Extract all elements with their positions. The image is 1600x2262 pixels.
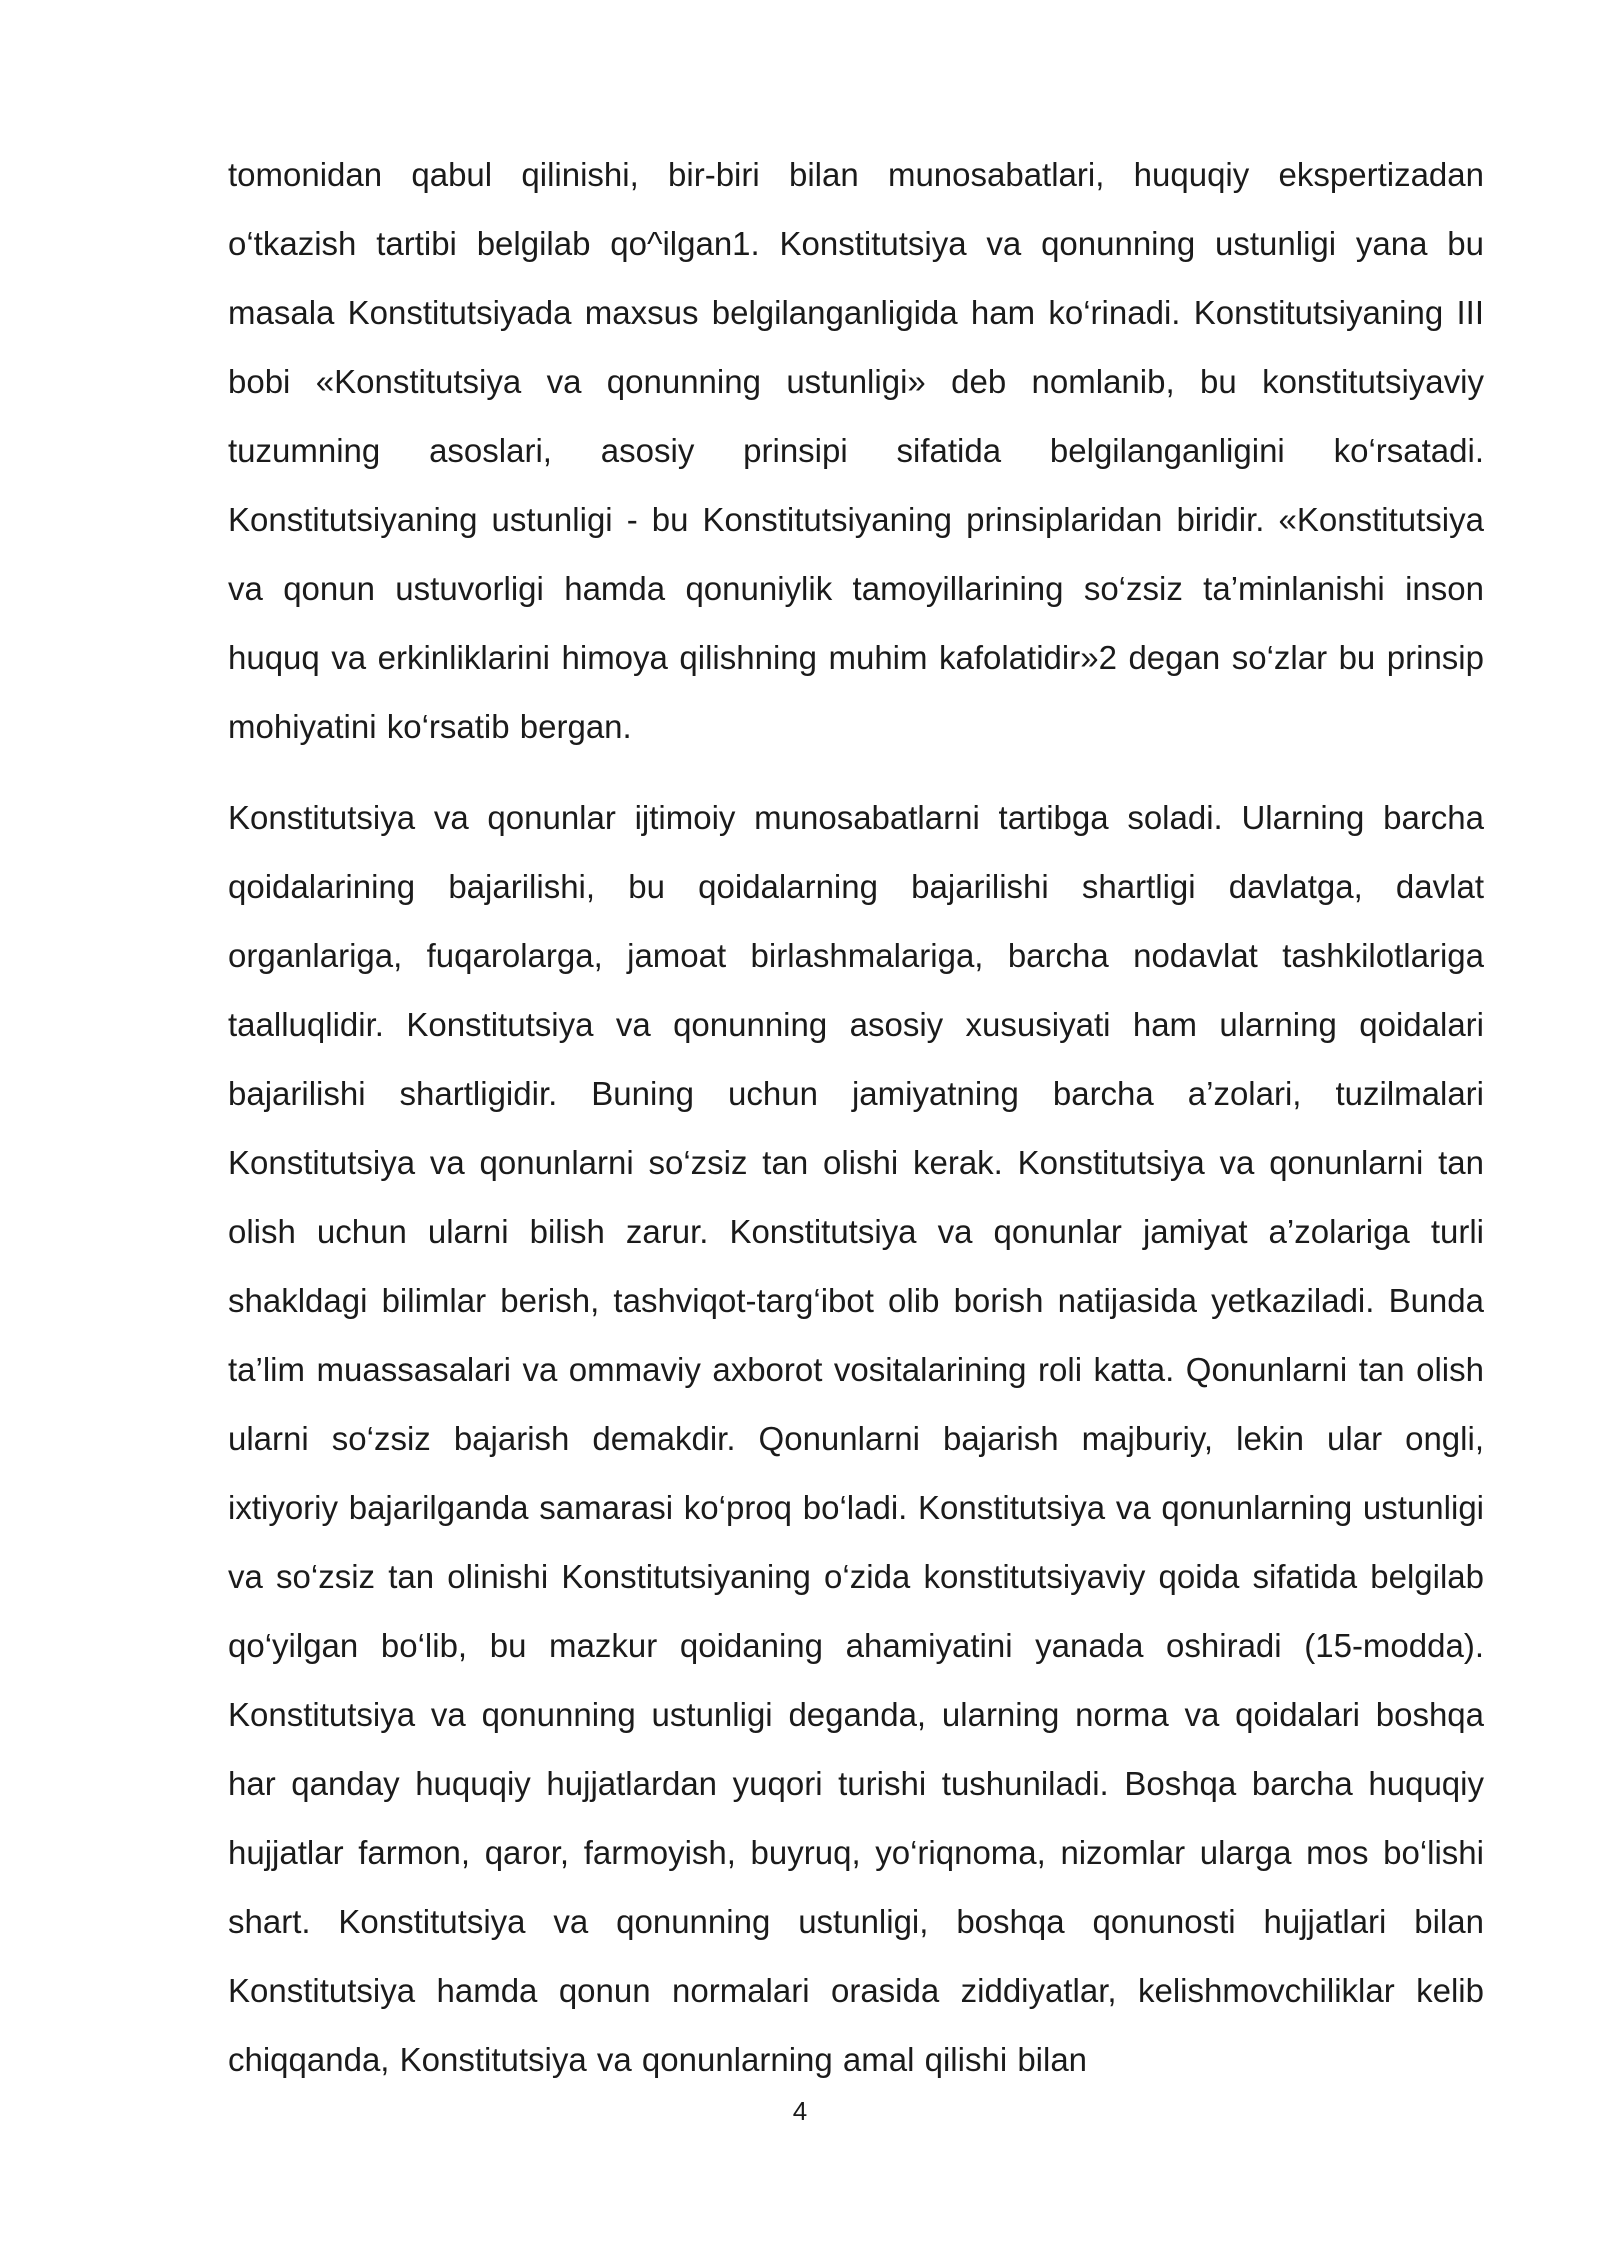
paragraph-1: tomonidan qabul qilinishi, bir-biri bilan munosabatlari, huquqiy ekspertizadan o‘tkazish tartibi belgilab qo^ilgan1. Konstitutsiya va qonunning ustunligi yana bu masala Konstitutsiyada maxsus belgilanganligida ham ko‘rinadi. Konstitutsiyaning III bobi «Konstitutsiya va qonunning ustunligi» deb nomlanib, bu konstitutsiyaviy tuzumning asoslari, asosiy prinsipi sifatida belgilanganligini ko‘rsatadi. Konstitutsiyaning ustunligi - bu Konstitutsiyaning prinsiplaridan biridir. «Konstitutsiya va qonun ustuvorligi hamda qonuniylik tamoyillarining so‘zsiz ta’minlanishi inson huquq va erkinliklarini himoya qilishning muhim kafolatidir»2 degan so‘zlar bu prinsip mohiyatini ko‘rsatib bergan. <box>228 156 1484 745</box>
paragraph-2: Konstitutsiya va qonunlar ijtimoiy munosabatlarni tartibga soladi. Ularning barcha qoidalarining bajarilishi, bu qoidalarning bajarilishi shartligi davlatga, davlat organlariga, fuqarolarga, jamoat birlashmalariga, barcha nodavlat tashkilotlariga taalluqlidir. Konstitutsiya va qonunning asosiy xususiyati ham ularning qoidalari bajarilishi shartligidir. Buning uchun jamiyatning barcha a’zolari, tuzilmalari Konstitutsiya va qonunlarni so‘zsiz tan olishi kerak. Konstitutsiya va qonunlarni tan olish uchun ularni bilish zarur. Konstitutsiya va qonunlar jamiyat a’zolariga turli shakldagi bilimlar berish, tashviqot-targ‘ibot olib borish natijasida yetkaziladi. Bunda ta’lim muassasalari va ommaviy axborot vositalarining roli katta. Qonunlarni tan olish ularni so‘zsiz bajarish demakdir. Qonunlarni bajarish majburiy, lekin ular ongli, ixtiyoriy bajarilganda samarasi ko‘proq bo‘ladi. Konstitutsiya va qonunlarning ustunligi va so‘zsiz tan olinishi Konstitutsiyaning o‘zida konstitutsiyaviy qoida sifatida belgilab qo‘yilgan bo‘lib, bu mazkur qoidaning ahamiyatini yanada oshiradi (15-modda). Konstitutsiya va qonunning ustunligi deganda, ularning norma va qoidalari boshqa har qanday huquqiy hujjatlardan yuqori turishi tushuniladi. Boshqa barcha huquqiy hujjatlar farmon, qaror, farmoyish, buyruq, yo‘riqnoma, nizomlar ularga mos bo‘lishi shart. Konstitutsiya va qonunning ustunligi, boshqa qonunosti hujjatlari bilan Konstitutsiya hamda qonun normalari orasida ziddiyatlar, kelishmovchiliklar kelib chiqqanda, Konstitutsiya va qonunlarning amal qilishi bilan <box>228 799 1484 2078</box>
page-number: 4 <box>792 2096 808 2126</box>
